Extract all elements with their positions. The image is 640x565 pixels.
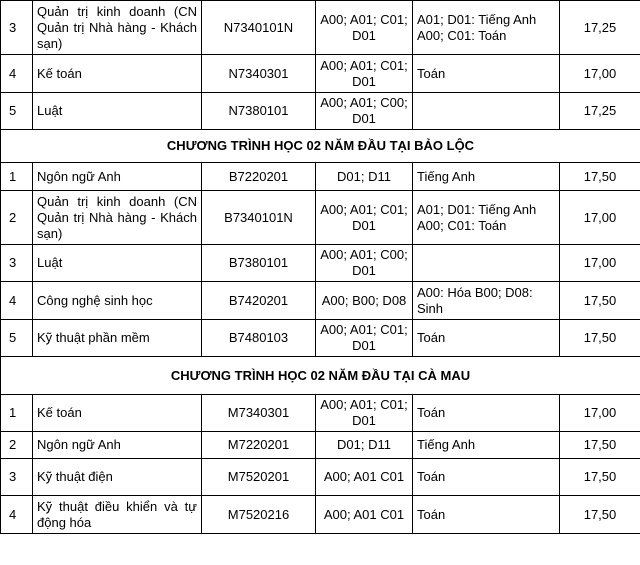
table-row bbox=[1, 459, 640, 496]
main-subject bbox=[413, 245, 560, 282]
cutoff-score: 17,00 bbox=[560, 245, 640, 282]
cutoff-score: 17,00 bbox=[560, 55, 640, 93]
row-number: 1 bbox=[1, 163, 33, 191]
table-row bbox=[1, 55, 640, 93]
major-name: Ngôn ngữ Anh bbox=[33, 163, 202, 191]
row-number: 3 bbox=[1, 1, 33, 55]
main-subject: Toán bbox=[413, 496, 560, 534]
subject-combos: D01; D11 bbox=[316, 163, 413, 191]
major-name: Kỹ thuật điều khiển và tự động hóa bbox=[33, 496, 202, 534]
major-code: B7420201 bbox=[202, 282, 316, 320]
table-row bbox=[1, 93, 640, 130]
main-subject: Tiếng Anh bbox=[413, 432, 560, 459]
cutoff-score: 17,50 bbox=[560, 496, 640, 534]
major-name: Kỹ thuật điện bbox=[33, 459, 202, 496]
major-name: Kế toán bbox=[33, 55, 202, 93]
major-name: Kỹ thuật phần mềm bbox=[33, 320, 202, 357]
major-code: B7340101N bbox=[202, 191, 316, 245]
table-row bbox=[1, 245, 640, 282]
main-subject bbox=[413, 93, 560, 130]
row-number: 5 bbox=[1, 93, 33, 130]
major-code: M7340301 bbox=[202, 395, 316, 432]
major-name: Luật bbox=[33, 93, 202, 130]
subject-combos: A00; A01; C01; D01 bbox=[316, 320, 413, 357]
major-code: B7380101 bbox=[202, 245, 316, 282]
major-name: Quản trị kinh doanh (CN Quản trị Nhà hàng - Khách sạn) bbox=[33, 1, 202, 55]
main-subject: A01; D01: Tiếng Anh A00; C01: Toán bbox=[413, 191, 560, 245]
subject-combos: A00; A01; C00; D01 bbox=[316, 93, 413, 130]
major-code: B7480103 bbox=[202, 320, 316, 357]
row-number: 2 bbox=[1, 191, 33, 245]
table-row bbox=[1, 320, 640, 357]
row-number: 3 bbox=[1, 459, 33, 496]
cutoff-score: 17,00 bbox=[560, 395, 640, 432]
row-number: 4 bbox=[1, 496, 33, 534]
cutoff-score: 17,50 bbox=[560, 459, 640, 496]
subject-combos: A00; A01; C01; D01 bbox=[316, 191, 413, 245]
major-code: M7220201 bbox=[202, 432, 316, 459]
section-heading: CHƯƠNG TRÌNH HỌC 02 NĂM ĐẦU TẠI CÀ MAU bbox=[1, 357, 640, 395]
row-number: 4 bbox=[1, 55, 33, 93]
table-row bbox=[1, 191, 640, 245]
table-row bbox=[1, 163, 640, 191]
major-name: Kế toán bbox=[33, 395, 202, 432]
row-number: 3 bbox=[1, 245, 33, 282]
major-code: B7220201 bbox=[202, 163, 316, 191]
major-code: M7520216 bbox=[202, 496, 316, 534]
row-number: 1 bbox=[1, 395, 33, 432]
section-heading: CHƯƠNG TRÌNH HỌC 02 NĂM ĐẦU TẠI BẢO LỘC bbox=[1, 130, 640, 163]
table-row bbox=[1, 496, 640, 534]
cutoff-score: 17,50 bbox=[560, 320, 640, 357]
subject-combos: D01; D11 bbox=[316, 432, 413, 459]
row-number: 4 bbox=[1, 282, 33, 320]
cutoff-score: 17,50 bbox=[560, 432, 640, 459]
main-subject: Toán bbox=[413, 55, 560, 93]
cutoff-score: 17,25 bbox=[560, 1, 640, 55]
section-heading-row bbox=[1, 357, 640, 395]
cutoff-score: 17,50 bbox=[560, 163, 640, 191]
table-row bbox=[1, 1, 640, 55]
major-code: N7340301 bbox=[202, 55, 316, 93]
major-name: Quản trị kinh doanh (CN Quản trị Nhà hàng - Khách sạn) bbox=[33, 191, 202, 245]
row-number: 5 bbox=[1, 320, 33, 357]
main-subject: Tiếng Anh bbox=[413, 163, 560, 191]
major-code: N7380101 bbox=[202, 93, 316, 130]
main-subject: Toán bbox=[413, 320, 560, 357]
cutoff-score: 17,25 bbox=[560, 93, 640, 130]
row-number: 2 bbox=[1, 432, 33, 459]
table-row bbox=[1, 432, 640, 459]
major-name: Ngôn ngữ Anh bbox=[33, 432, 202, 459]
main-subject: Toán bbox=[413, 459, 560, 496]
subject-combos: A00; A01 C01 bbox=[316, 459, 413, 496]
main-subject: A00: Hóa B00; D08: Sinh bbox=[413, 282, 560, 320]
subject-combos: A00; A01; C00; D01 bbox=[316, 245, 413, 282]
major-name: Luật bbox=[33, 245, 202, 282]
subject-combos: A00; A01 C01 bbox=[316, 496, 413, 534]
table-row bbox=[1, 282, 640, 320]
major-code: M7520201 bbox=[202, 459, 316, 496]
main-subject: A01; D01: Tiếng Anh A00; C01: Toán bbox=[413, 1, 560, 55]
subject-combos: A00; A01; C01; D01 bbox=[316, 395, 413, 432]
table-row bbox=[1, 395, 640, 432]
subject-combos: A00; A01; C01; D01 bbox=[316, 1, 413, 55]
subject-combos: A00; A01; C01; D01 bbox=[316, 55, 413, 93]
major-name: Công nghệ sinh học bbox=[33, 282, 202, 320]
main-subject: Toán bbox=[413, 395, 560, 432]
cutoff-score: 17,50 bbox=[560, 282, 640, 320]
section-heading-row bbox=[1, 130, 640, 163]
major-code: N7340101N bbox=[202, 1, 316, 55]
subject-combos: A00; B00; D08 bbox=[316, 282, 413, 320]
cutoff-score: 17,00 bbox=[560, 191, 640, 245]
